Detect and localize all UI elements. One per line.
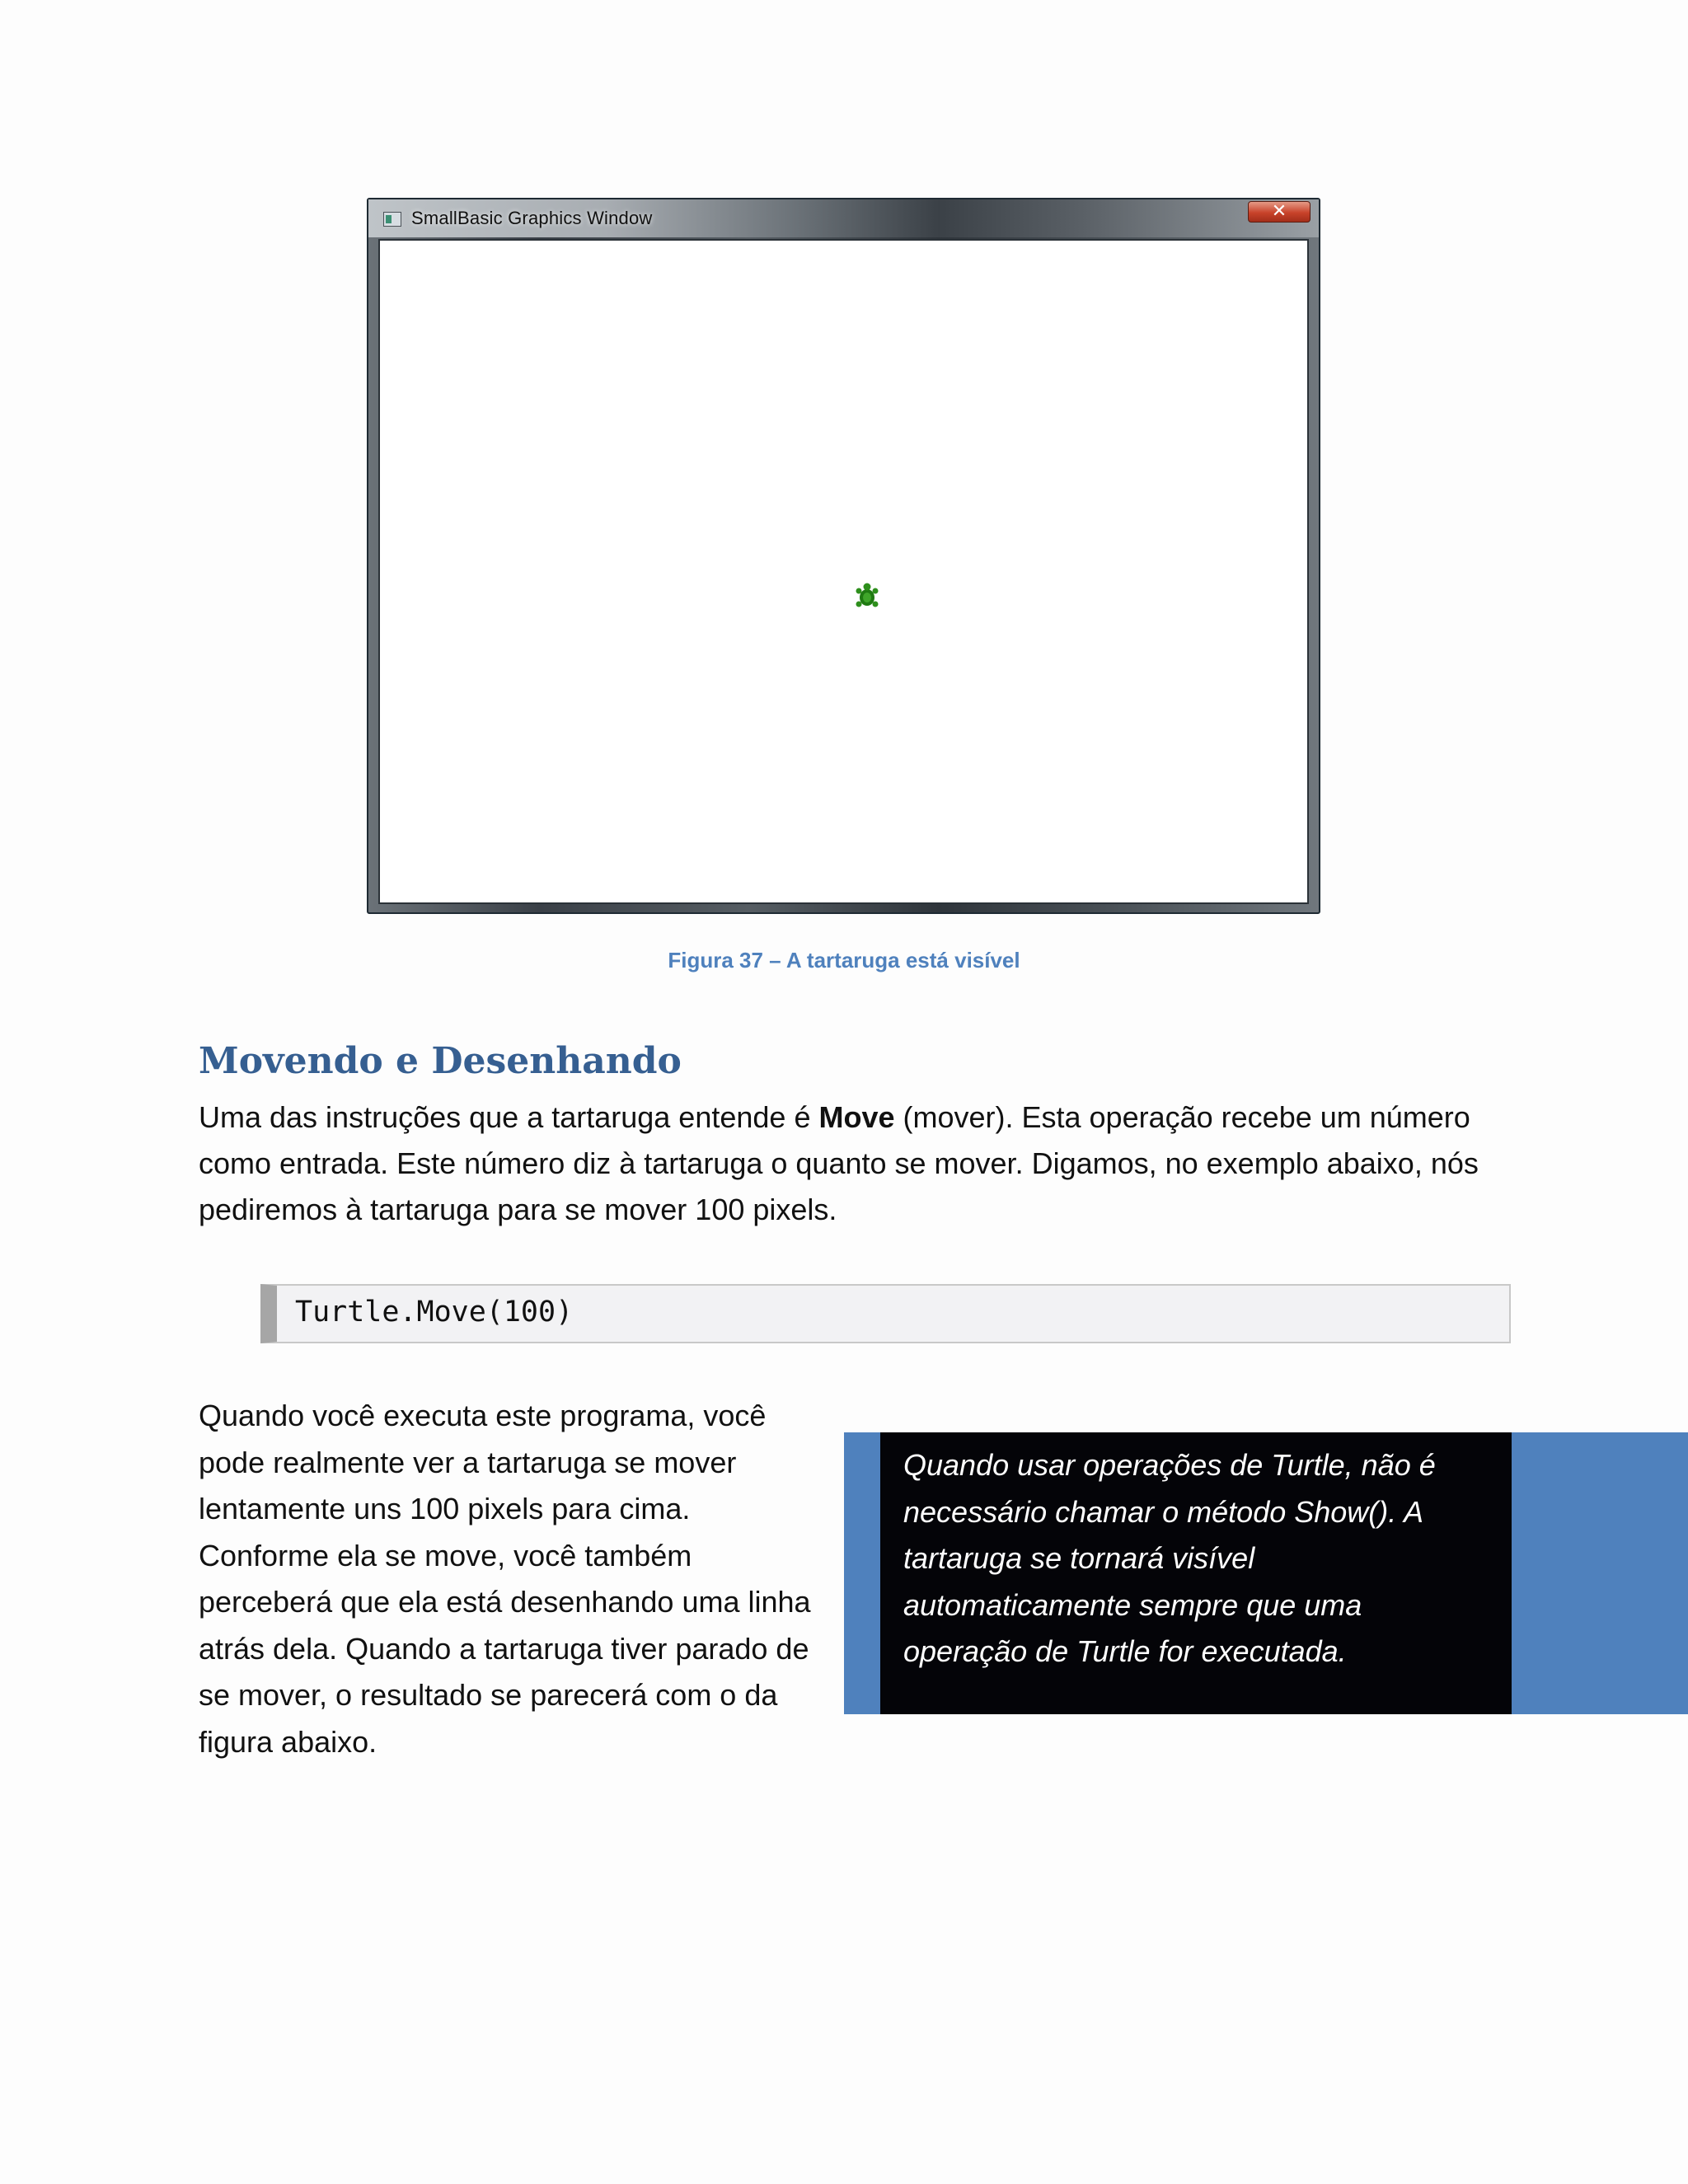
body-paragraph: Quando você executa este programa, você pode realmente ver a tartaruga se mover lentamente uns 100 pixels para cima. Conforme ela se move, você também perceberá que ela está desenhando uma linha atrás dela. Quando a tartaruga tiver parado de se mover, o resultado se parecerá com o da figura abaixo. xyxy=(199,1399,811,1759)
turtle-icon xyxy=(852,582,882,612)
section-heading: Movendo e Desenhando xyxy=(199,1040,682,1082)
graphics-canvas xyxy=(378,239,1309,904)
code-line: Turtle.Move(100) xyxy=(295,1296,574,1329)
code-block xyxy=(260,1284,1511,1343)
tip-sidebar xyxy=(844,1432,1688,1714)
graphics-window-screenshot xyxy=(367,198,1320,914)
intro-paragraph xyxy=(199,1094,1517,1233)
graphics-window-icon xyxy=(383,212,401,227)
window-title: SmallBasic Graphics Window xyxy=(411,208,653,228)
intro-text-start: Uma das instruções que a tartaruga entende é xyxy=(199,1100,819,1134)
intro-text-end: (mover). Esta operação recebe um número como entrada. Este número diz à tartaruga o quanto se mover. Digamos, no exemplo abaixo, nós pediremos à tartaruga para se mover 100 pixels. xyxy=(199,1100,1479,1226)
figure-caption: Figura 37 – A tartaruga está visível xyxy=(668,948,1020,972)
close-icon: ✕ xyxy=(1248,201,1311,223)
move-keyword: Move xyxy=(818,1100,895,1134)
tip-text: Quando usar operações de Turtle, não é necessário chamar o método Show(). A tartaruga se tornará visível automaticamente sempre que uma operação de Turtle for executada. xyxy=(903,1448,1436,1668)
tip-box xyxy=(880,1432,1512,1714)
window-titlebar xyxy=(368,199,1319,237)
